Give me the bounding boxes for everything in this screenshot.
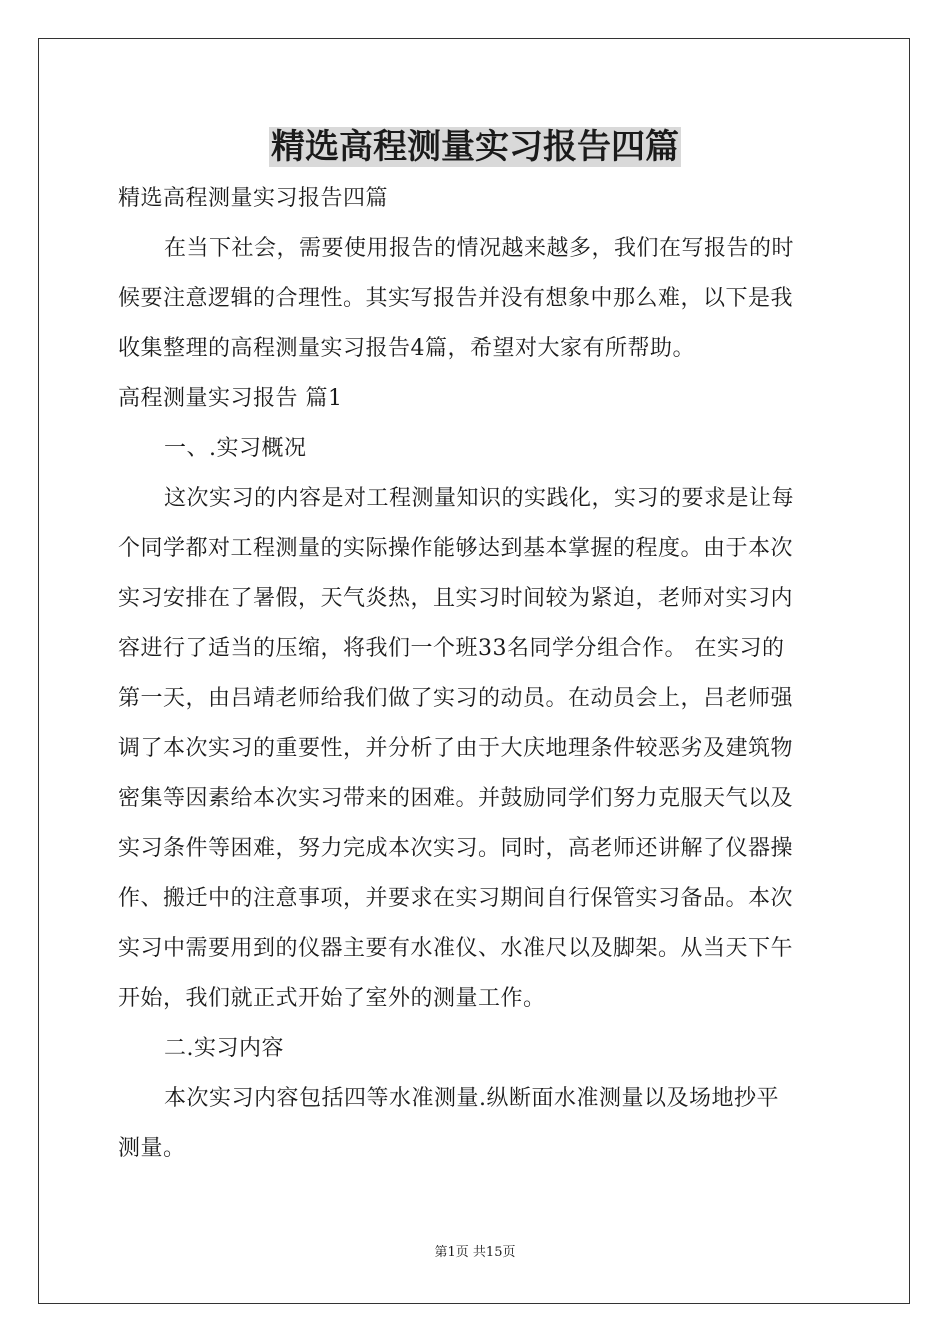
document-subtitle: 精选高程测量实习报告四篇 (118, 186, 389, 211)
part1-line: 容进行了适当的压缩，将我们一个班33名同学分组合作。 在实习的 (118, 636, 785, 661)
part1-line: 实习中需要用到的仪器主要有水准仪、水准尺以及脚架。从当天下午 (118, 936, 794, 961)
part2-line: 本次实习内容包括四等水准测量.纵断面水准测量以及场地抄平 (164, 1086, 779, 1111)
part1-line: 调了本次实习的重要性，并分析了由于大庆地理条件较恶劣及建筑物 (118, 736, 794, 761)
intro-line: 候要注意逻辑的合理性。其实写报告并没有想象中那么难，以下是我 (118, 286, 794, 311)
page-border (38, 38, 910, 1304)
part2-heading: 二.实习内容 (164, 1036, 284, 1061)
intro-line: 在当下社会，需要使用报告的情况越来越多，我们在写报告的时 (164, 236, 795, 261)
part2-line: 测量。 (118, 1136, 186, 1161)
part1-heading: 一、.实习概况 (164, 436, 307, 461)
part1-line: 这次实习的内容是对工程测量知识的实践化，实习的要求是让每 (164, 486, 795, 511)
section-heading: 高程测量实习报告 篇1 (118, 386, 343, 411)
part1-line: 实习条件等困难，努力完成本次实习。同时，高老师还讲解了仪器操 (118, 836, 794, 861)
part1-line: 实习安排在了暑假，天气炎热，且实习时间较为紧迫，老师对实习内 (118, 586, 794, 611)
part1-line: 开始，我们就正式开始了室外的测量工作。 (118, 986, 546, 1011)
document-title-text: 精选高程测量实习报告四篇 (271, 127, 679, 167)
part1-line: 密集等因素给本次实习带来的困难。并鼓励同学们努力克服天气以及 (118, 786, 794, 811)
page-footer: 第1页 共15页 (434, 1245, 516, 1260)
document-title (0, 122, 950, 172)
part1-line: 作、搬迁中的注意事项，并要求在实习期间自行保管实习备品。本次 (118, 886, 794, 911)
part1-line: 个同学都对工程测量的实际操作能够达到基本掌握的程度。由于本次 (118, 536, 794, 561)
part1-line: 第一天，由吕靖老师给我们做了实习的动员。在动员会上，吕老师强 (118, 686, 794, 711)
intro-line: 收集整理的高程测量实习报告4篇，希望对大家有所帮助。 (118, 336, 695, 361)
